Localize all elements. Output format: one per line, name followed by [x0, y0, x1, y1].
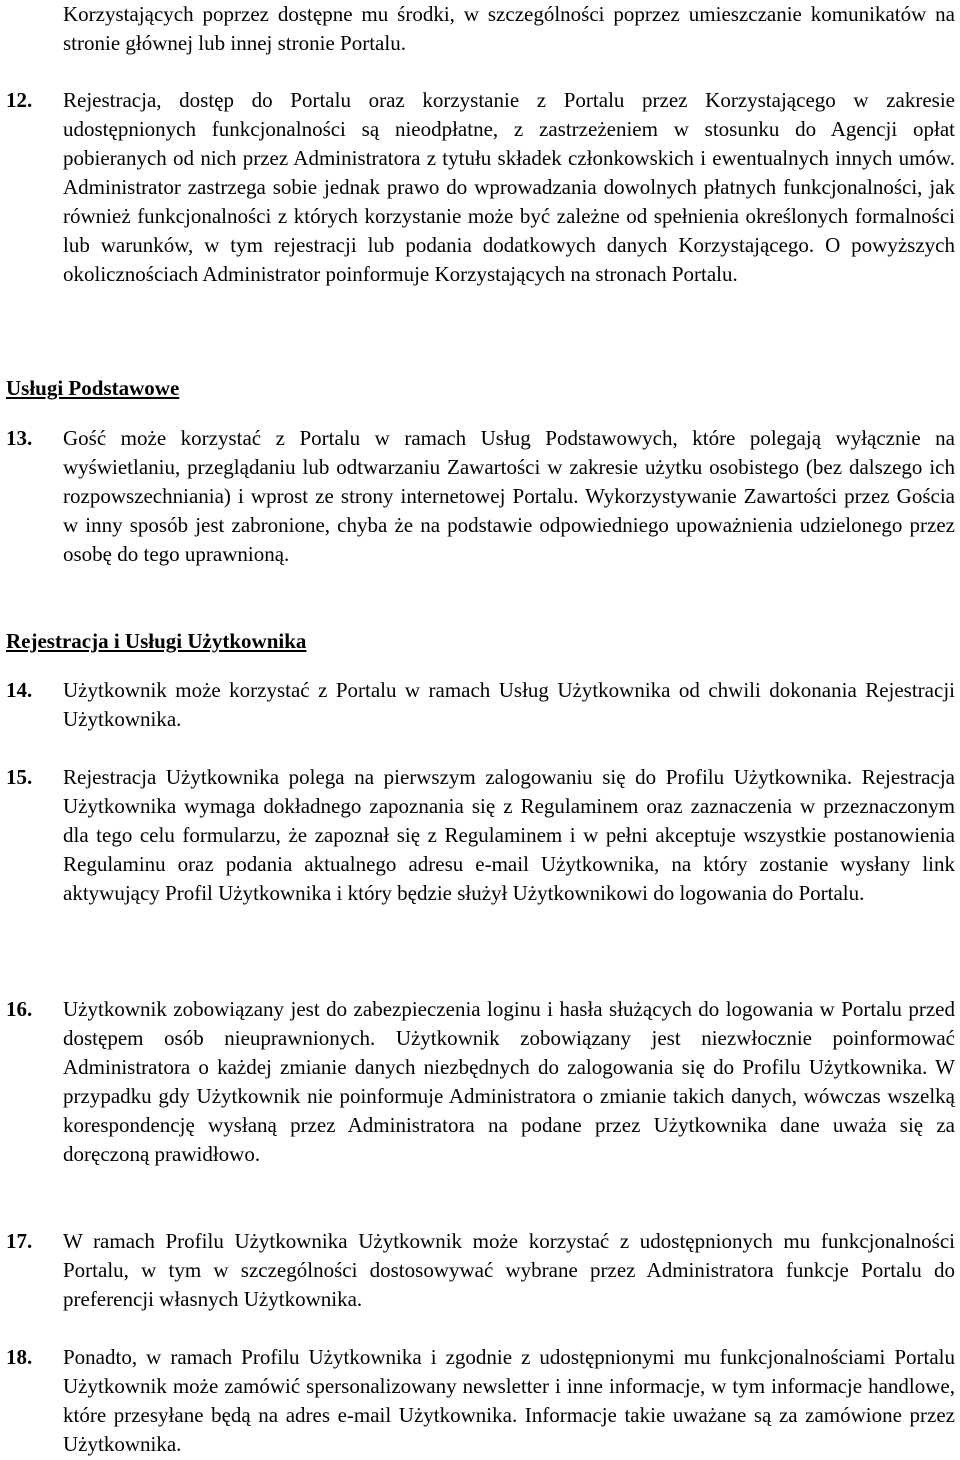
paragraph-text: Użytkownik może korzystać z Portalu w ramach Usług Użytkownika od chwili dokonania Rejestracji Użytkownika.	[63, 678, 955, 731]
intro-text: Korzystających poprzez dostępne mu środki, w szczególności poprzez umieszczanie komunikatów na stronie głównej lub innej stronie Portalu.	[63, 2, 955, 55]
paragraph-text: Rejestracja Użytkownika polega na pierwszym zalogowaniu się do Profilu Użytkownika. Rejestracja Użytkownika wymaga dokładnego zapoznania się z Regulaminem oraz zaznaczenia w przeznaczonym dla tego celu formularzu, że zapoznał się z Regulaminem i w pełni akceptuje wszystkie postanowienia Regulaminu oraz podania aktualnego adresu e-mail Użytkownika, na który zostanie wysłany link aktywujący Profil Użytkownika i który będzie służył Użytkownikowi do logowania do Portalu.	[63, 765, 955, 905]
paragraph-text: Użytkownik zobowiązany jest do zabezpieczenia loginu i hasła służących do logowania w Portalu przed dostępem osób nieuprawnionych. Użytkownik zobowiązany jest niezwłocznie poinformować Administratora o każdej zmianie danych niezbędnych do zalogowania się do Profilu Użytkownika. W przypadku gdy Użytkownik nie poinformuje Administratora o zmianie takich danych, wówczas wszelką korespondencję wysłaną przez Administratora na podane przez Użytkownika dane uważa się za doręczoną prawidłowo.	[63, 997, 955, 1166]
paragraph-text: Gość może korzystać z Portalu w ramach Usług Podstawowych, które polegają wyłącznie na wyświetlaniu, przeglądaniu lub odtwarzaniu Zawartości w zakresie użytku osobistego (bez dalszego ich rozpowszechniania) i wprost ze strony internetowej Portalu. Wykorzystywanie Zawartości przez Gościa w inny sposób jest zabronione, chyba że na podstawie odpowiedniego upoważnienia udzielonego przez osobę do tego uprawnioną.	[63, 426, 955, 566]
paragraph-number: 14.	[6, 678, 33, 702]
paragraph-number: 15.	[6, 765, 33, 789]
paragraph-18	[0, 1343, 956, 1459]
paragraph-number: 16.	[6, 997, 33, 1021]
paragraph-text: Rejestracja, dostęp do Portalu oraz korzystanie z Portalu przez Korzystającego w zakresie udostępnionych funkcjonalności są nieodpłatne, z zastrzeżeniem w stosunku do Agencji opłat pobieranych od nich przez Administratora z tytułu składek członkowskich i ewentualnych innych umów. Administrator zastrzega sobie jednak prawo do wprowadzania dowolnych płatnych funkcjonalności, jak również funkcjonalności z których korzystanie może być zależne od spełnienia określonych formalności lub warunków, w tym rejestracji lub podania dodatkowych danych Korzystającego. O powyższych okolicznościach Administrator poinformuje Korzystających na stronach Portalu.	[63, 88, 955, 286]
paragraph-text: Ponadto, w ramach Profilu Użytkownika i zgodnie z udostępnionymi mu funkcjonalnościami Portalu Użytkownik może zamówić spersonalizowany newsletter i inne informacje, w tym informacje handlowe, które przesyłane będą na adres e-mail Użytkownika. Informacje takie uważane są za zamówione przez Użytkownika.	[63, 1345, 955, 1456]
paragraph-number: 17.	[6, 1229, 33, 1253]
paragraph-12	[0, 86, 956, 289]
paragraph-number: 13.	[6, 426, 33, 450]
paragraph-number: 18.	[6, 1345, 33, 1369]
paragraph-17	[0, 1227, 956, 1314]
paragraph-16	[0, 995, 956, 1169]
intro-paragraph	[0, 0, 956, 58]
heading-basic-services: Usługi Podstawowe	[6, 376, 180, 400]
paragraph-number: 12.	[6, 88, 33, 112]
paragraph-15	[0, 763, 956, 908]
paragraph-text: W ramach Profilu Użytkownika Użytkownik może korzystać z udostępnionych mu funkcjonalności Portalu, w tym w szczególności dostosowywać wybrane przez Administratora funkcje Portalu do preferencji własnych Użytkownika.	[63, 1229, 955, 1311]
heading-user-services: Rejestracja i Usługi Użytkownika	[6, 629, 307, 653]
paragraph-13	[0, 424, 956, 569]
paragraph-14	[0, 676, 956, 734]
